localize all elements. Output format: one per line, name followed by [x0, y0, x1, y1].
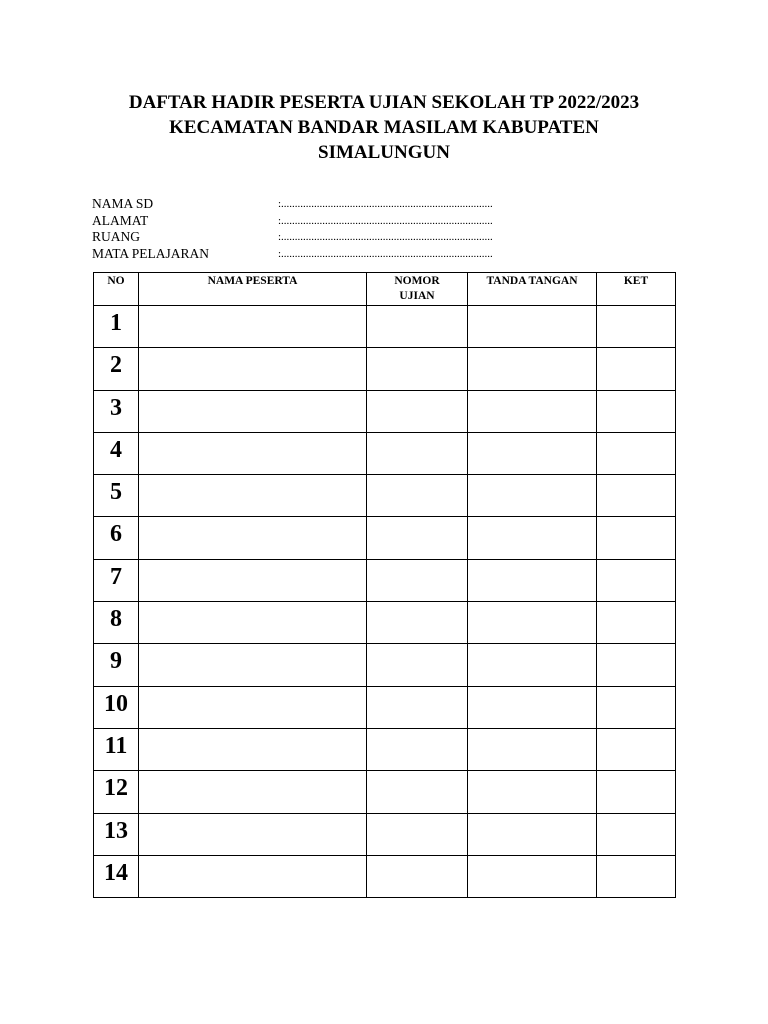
ket-cell[interactable] [597, 686, 676, 728]
nama-peserta-cell[interactable] [139, 855, 367, 897]
nama-peserta-cell[interactable] [139, 602, 367, 644]
header-tanda-tangan: TANDA TANGAN [468, 273, 597, 306]
info-row-alamat [92, 213, 493, 230]
row-number: 4 [94, 432, 139, 474]
header-ket: KET [597, 273, 676, 306]
row-number: 6 [94, 517, 139, 559]
table-row [94, 432, 676, 474]
row-number: 13 [94, 813, 139, 855]
table-row [94, 686, 676, 728]
header-no: NO [94, 273, 139, 306]
header-nomor-line2: UJIAN [399, 290, 435, 302]
ket-cell[interactable] [597, 855, 676, 897]
info-row-mata-pelajaran [92, 246, 493, 263]
ket-cell[interactable] [597, 602, 676, 644]
row-number: 1 [94, 306, 139, 348]
nama-peserta-cell[interactable] [139, 432, 367, 474]
nomor-ujian-cell[interactable] [367, 644, 468, 686]
tanda-tangan-cell[interactable] [468, 771, 597, 813]
nama-peserta-cell[interactable] [139, 728, 367, 770]
nama-peserta-cell[interactable] [139, 644, 367, 686]
table-row [94, 348, 676, 390]
tanda-tangan-cell[interactable] [468, 390, 597, 432]
info-label: RUANG [92, 229, 141, 244]
info-label: MATA PELAJARAN [92, 245, 210, 261]
ket-cell[interactable] [597, 475, 676, 517]
ket-cell[interactable] [597, 517, 676, 559]
header-nomor-ujian [367, 273, 468, 306]
ket-cell[interactable] [597, 348, 676, 390]
info-fill-line: :............................................................................. [278, 247, 493, 260]
tanda-tangan-cell[interactable] [468, 432, 597, 474]
nomor-ujian-cell[interactable] [367, 813, 468, 855]
nomor-ujian-cell[interactable] [367, 686, 468, 728]
nama-peserta-cell[interactable] [139, 686, 367, 728]
row-number: 9 [94, 644, 139, 686]
table-header-row [94, 273, 676, 306]
nama-peserta-cell[interactable] [139, 390, 367, 432]
info-label: NAMA SD [92, 196, 154, 211]
info-fill-line: :............................................................................. [278, 214, 493, 227]
tanda-tangan-cell[interactable] [468, 813, 597, 855]
nama-peserta-cell[interactable] [139, 306, 367, 348]
table-row [94, 559, 676, 601]
nomor-ujian-cell[interactable] [367, 559, 468, 601]
row-number: 12 [94, 771, 139, 813]
table-row [94, 475, 676, 517]
nama-peserta-cell[interactable] [139, 517, 367, 559]
row-number: 10 [94, 686, 139, 728]
nama-peserta-cell[interactable] [139, 559, 367, 601]
table-row [94, 517, 676, 559]
nomor-ujian-cell[interactable] [367, 855, 468, 897]
title-line-2: KECAMATAN BANDAR MASILAM KABUPATEN [169, 117, 599, 138]
table-row [94, 771, 676, 813]
document-title [84, 90, 684, 165]
nomor-ujian-cell[interactable] [367, 602, 468, 644]
info-row-nama-sd [92, 196, 493, 213]
nomor-ujian-cell[interactable] [367, 517, 468, 559]
nomor-ujian-cell[interactable] [367, 728, 468, 770]
header-nomor-line1: NOMOR [394, 275, 440, 287]
nama-peserta-cell[interactable] [139, 475, 367, 517]
nomor-ujian-cell[interactable] [367, 348, 468, 390]
table-row [94, 602, 676, 644]
attendance-table [93, 272, 676, 898]
row-number: 5 [94, 475, 139, 517]
table-body [94, 306, 676, 898]
ket-cell[interactable] [597, 559, 676, 601]
row-number: 11 [94, 728, 139, 770]
nomor-ujian-cell[interactable] [367, 475, 468, 517]
table-row [94, 306, 676, 348]
tanda-tangan-cell[interactable] [468, 306, 597, 348]
header-nama-peserta: NAMA PESERTA [139, 273, 367, 306]
row-number: 8 [94, 602, 139, 644]
ket-cell[interactable] [597, 306, 676, 348]
row-number: 3 [94, 390, 139, 432]
nama-peserta-cell[interactable] [139, 813, 367, 855]
tanda-tangan-cell[interactable] [468, 686, 597, 728]
info-row-ruang [92, 229, 493, 246]
nomor-ujian-cell[interactable] [367, 771, 468, 813]
title-line-3: SIMALUNGUN [318, 142, 450, 163]
info-label: ALAMAT [92, 212, 149, 228]
tanda-tangan-cell[interactable] [468, 517, 597, 559]
tanda-tangan-cell[interactable] [468, 855, 597, 897]
nama-peserta-cell[interactable] [139, 348, 367, 390]
nomor-ujian-cell[interactable] [367, 306, 468, 348]
tanda-tangan-cell[interactable] [468, 644, 597, 686]
table-row [94, 390, 676, 432]
ket-cell[interactable] [597, 432, 676, 474]
tanda-tangan-cell[interactable] [468, 475, 597, 517]
ket-cell[interactable] [597, 771, 676, 813]
info-section [92, 196, 493, 262]
row-number: 14 [94, 855, 139, 897]
info-fill-line: :............................................................................. [278, 198, 493, 210]
ket-cell[interactable] [597, 644, 676, 686]
row-number: 2 [94, 348, 139, 390]
table-row [94, 728, 676, 770]
info-fill-line: :............................................................................. [278, 231, 493, 243]
title-line-1: DAFTAR HADIR PESERTA UJIAN SEKOLAH TP 2022/2023 [128, 92, 640, 113]
tanda-tangan-cell[interactable] [468, 559, 597, 601]
ket-cell[interactable] [597, 813, 676, 855]
tanda-tangan-cell[interactable] [468, 602, 597, 644]
row-number: 7 [94, 559, 139, 601]
ket-cell[interactable] [597, 390, 676, 432]
nomor-ujian-cell[interactable] [367, 390, 468, 432]
tanda-tangan-cell[interactable] [468, 728, 597, 770]
nama-peserta-cell[interactable] [139, 771, 367, 813]
table-row [94, 813, 676, 855]
ket-cell[interactable] [597, 728, 676, 770]
tanda-tangan-cell[interactable] [468, 348, 597, 390]
nomor-ujian-cell[interactable] [367, 432, 468, 474]
table-row [94, 855, 676, 897]
table-row [94, 644, 676, 686]
